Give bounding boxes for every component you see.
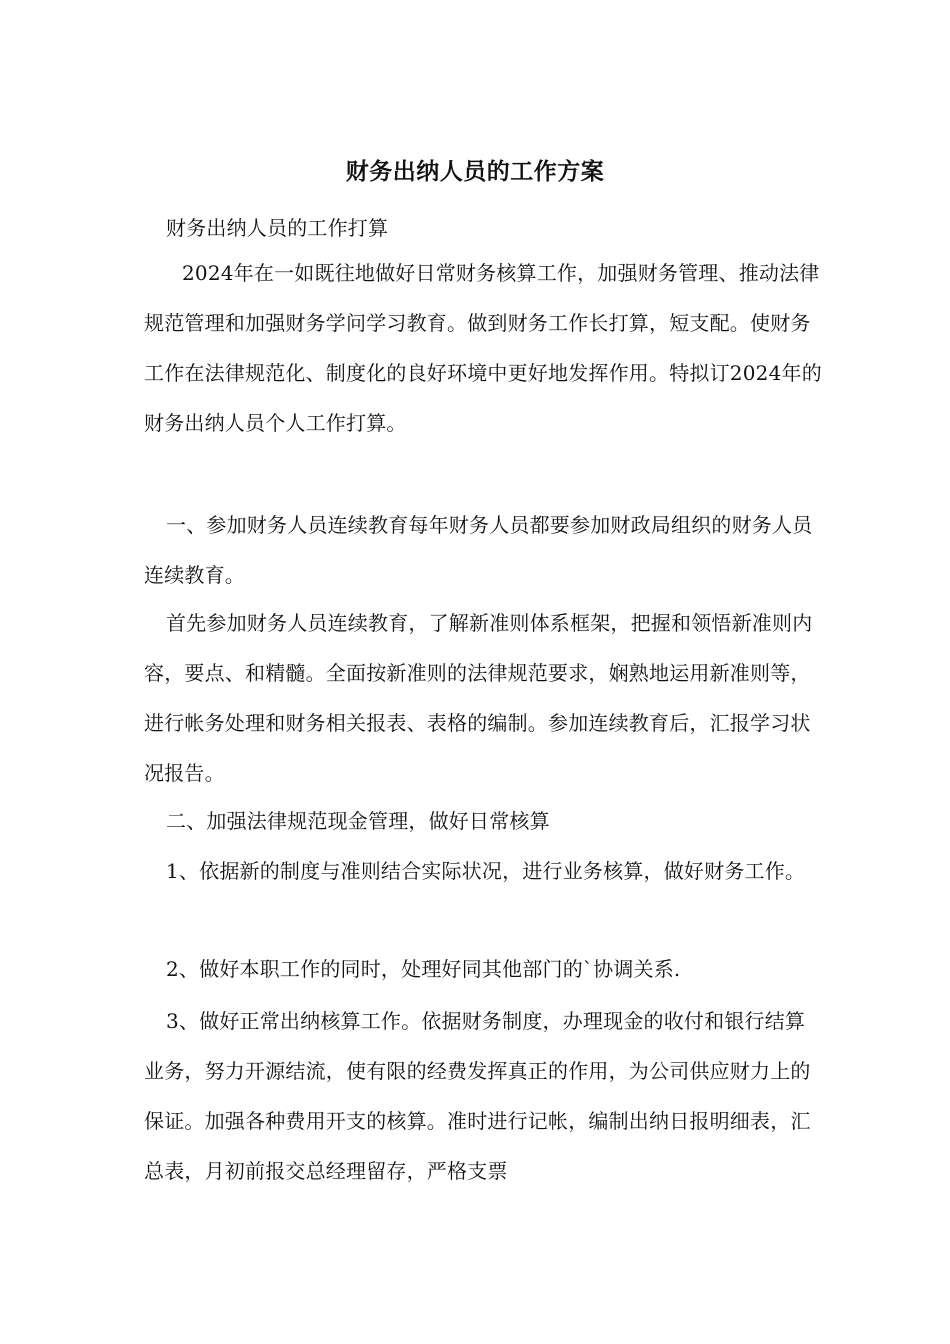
section1-heading: 一、参加财务人员连续教育每年财务人员都要参加财政局组织的财务人员连续教育。	[144, 513, 813, 587]
list-item: 1、依据新的制度与准则结合实际状况，进行业务核算，做好财务工作。	[166, 859, 806, 883]
intro-paragraph: 2024年在一如既往地做好日常财务核算工作，加强财务管理、推动法律规范管理和加强财务学问学习教育。做到财务工作长打算，短支配。使财务工作在法律规范化、制度化的良好环境中更好地发挥作用。特拟订2024年的财务出纳人员个人工作打算。	[144, 261, 822, 435]
document-title: 财务出纳人员的工作方案	[345, 158, 605, 185]
section2-heading: 二、加强法律规范现金管理，做好日常核算	[166, 809, 550, 833]
document-subtitle: 财务出纳人员的工作打算	[166, 216, 389, 240]
list-item: 2、做好本职工作的同时，处理好同其他部门的`协调关系.	[166, 957, 681, 981]
list-item: 3、做好正常出纳核算工作。依据财务制度，办理现金的收付和银行结算业务，努力开源结流，使有限的经费发挥真正的作用，为公司供应财力上的保证。加强各种费用开支的核算。准时进行记帐，编制出纳日报明细表，汇总表，月初前报交总经理留存，严格支票	[144, 1009, 811, 1183]
section1-body: 首先参加财务人员连续教育，了解新准则体系框架，把握和领悟新准则内容，要点、和精髓。全面按新准则的法律规范要求，娴熟地运用新准则等，进行帐务处理和财务相关报表、表格的编制。参加连续教育后，汇报学习状况报告。	[144, 611, 813, 785]
